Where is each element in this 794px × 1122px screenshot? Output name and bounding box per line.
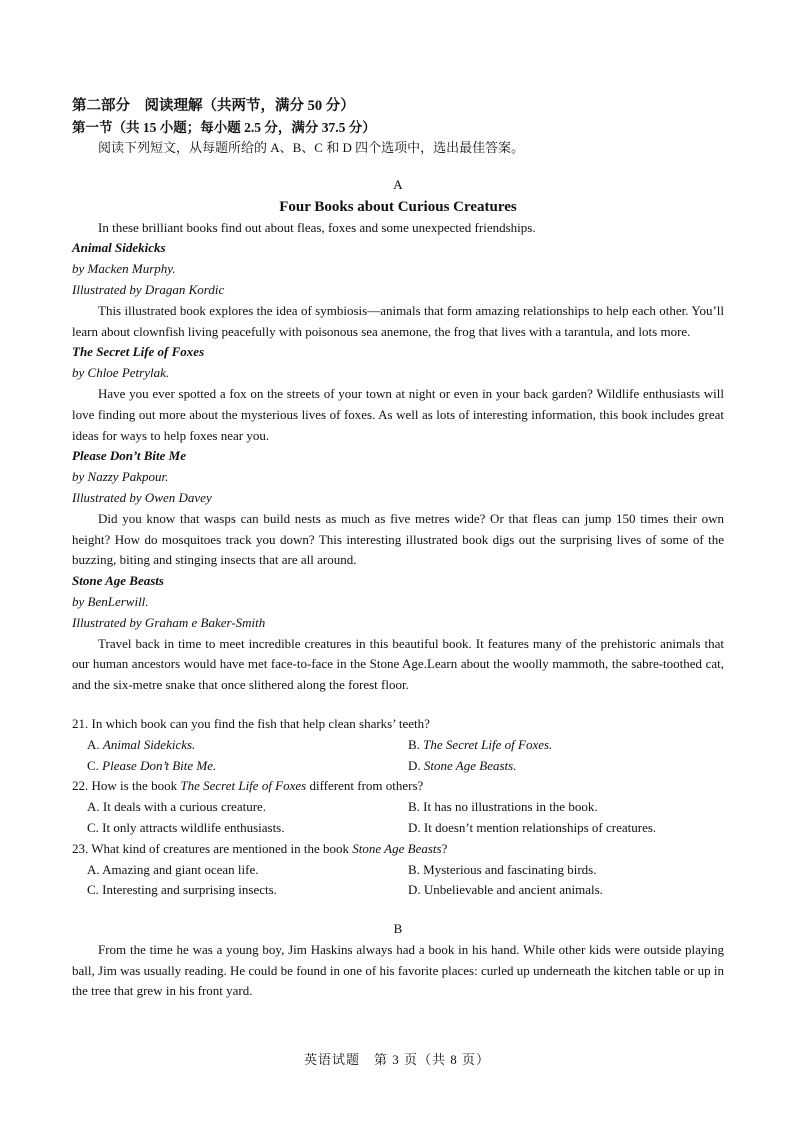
option-c[interactable]: C. Interesting and surprising insects. bbox=[87, 882, 277, 898]
book-title: Stone Age Beasts bbox=[72, 573, 164, 589]
question-stem: 21. In which book can you find the fish that help clean sharks’ teeth? bbox=[72, 715, 430, 731]
passage-a-intro: In these brilliant books find out about fleas, foxes and some unexpected friendships. bbox=[98, 219, 536, 235]
question-stem: 23. What kind of creatures are mentioned in the book Stone Age Beasts? bbox=[72, 840, 448, 856]
page-footer: 英语试题 第 3 页（共 8 页） bbox=[303, 1052, 490, 1067]
option-a[interactable]: A. Animal Sidekicks. bbox=[87, 736, 196, 752]
book-entry bbox=[72, 342, 724, 446]
exam-page bbox=[72, 96, 724, 1002]
option-a[interactable]: A. It deals with a curious creature. bbox=[87, 799, 267, 815]
book-author: by Macken Murphy. bbox=[72, 261, 176, 277]
option-a[interactable]: A. Amazing and giant ocean life. bbox=[87, 861, 259, 877]
book-description: This illustrated book explores the idea of symbiosis—animals that form amazing relationships to help each other. You’ll learn about clownfish living peacefully with poisonous sea anemone, the frog that lives with a tarantula, and lots more. bbox=[72, 302, 724, 339]
option-d[interactable]: D. Unbelievable and ancient animals. bbox=[408, 882, 603, 898]
passage-a-title: Four Books about Curious Creatures bbox=[279, 198, 517, 215]
passage-a-letter: A bbox=[393, 176, 403, 192]
book-entry bbox=[72, 571, 724, 696]
option-b[interactable]: B. The Secret Life of Foxes. bbox=[408, 736, 553, 752]
part-title: 第二部分 阅读理解（共两节，满分 50 分） bbox=[72, 98, 355, 114]
book-illustrator: Illustrated by Dragan Kordic bbox=[72, 281, 225, 297]
instructions: 阅读下列短文，从每题所给的 A、B、C 和 D 四个选项中，选出最佳答案。 bbox=[98, 140, 525, 155]
option-c[interactable]: C. Please Don’t Bite Me. bbox=[87, 757, 217, 773]
book-description: Did you know that wasps can build nests as much as five metres wide? Or that fleas can jump 150 times their own height? How do mosquitoes track you down? This interesting illustrated book digs out the surprising lives of some of the buzzing, biting and stinging insects that are all around. bbox=[72, 510, 724, 568]
book-entry bbox=[72, 238, 724, 342]
book-list bbox=[72, 238, 724, 696]
option-b[interactable]: B. It has no illustrations in the book. bbox=[408, 799, 598, 815]
book-author: by Nazzy Pakpour. bbox=[72, 469, 169, 485]
question bbox=[72, 776, 724, 838]
book-title: Animal Sidekicks bbox=[72, 240, 166, 256]
book-title: The Secret Life of Foxes bbox=[72, 344, 205, 360]
option-c[interactable]: C. It only attracts wildlife enthusiasts. bbox=[87, 819, 285, 835]
option-b[interactable]: B. Mysterious and fascinating birds. bbox=[408, 861, 597, 877]
book-author: by BenLerwill. bbox=[72, 593, 149, 609]
passage-b-paragraph: From the time he was a young boy, Jim Haskins always had a book in his hand. While other kids were outside playing ball, Jim was usually reading. He could be found in one of his favorite places: curled up underneath the kitchen table or up in the tree that grew in his front yard. bbox=[72, 941, 724, 999]
passage-b-letter: B bbox=[393, 921, 403, 937]
question bbox=[72, 714, 724, 776]
book-illustrator: Illustrated by Owen Davey bbox=[72, 489, 212, 505]
section-title: 第一节（共 15 小题；每小题 2.5 分，满分 37.5 分） bbox=[72, 120, 376, 135]
book-illustrator: Illustrated by Graham e Baker-Smith bbox=[72, 614, 266, 630]
book-author: by Chloe Petrylak. bbox=[72, 365, 170, 381]
book-title: Please Don’t Bite Me bbox=[72, 448, 186, 464]
book-description: Have you ever spotted a fox on the streets of your town at night or even in your back garden? Wildlife enthusiasts will love finding out more about the mysterious lives of foxes. As well as lots of interesting information, this book includes great ideas for ways to help foxes near you. bbox=[72, 385, 724, 443]
question bbox=[72, 839, 724, 901]
option-d[interactable]: D. Stone Age Beasts. bbox=[408, 757, 517, 773]
book-entry bbox=[72, 446, 724, 571]
option-d[interactable]: D. It doesn’t mention relationships of creatures. bbox=[408, 819, 657, 835]
question-stem: 22. How is the book The Secret Life of Foxes different from others? bbox=[72, 778, 424, 794]
question-list bbox=[72, 714, 724, 901]
book-description: Travel back in time to meet incredible creatures in this beautiful book. It features many of the prehistoric animals that our human ancestors would have met face-to-face in the Stone Age.Learn about the woolly mammoth, the sabre-toothed cat, and the six-metre snake that once slithered along the forest floor. bbox=[72, 635, 724, 693]
